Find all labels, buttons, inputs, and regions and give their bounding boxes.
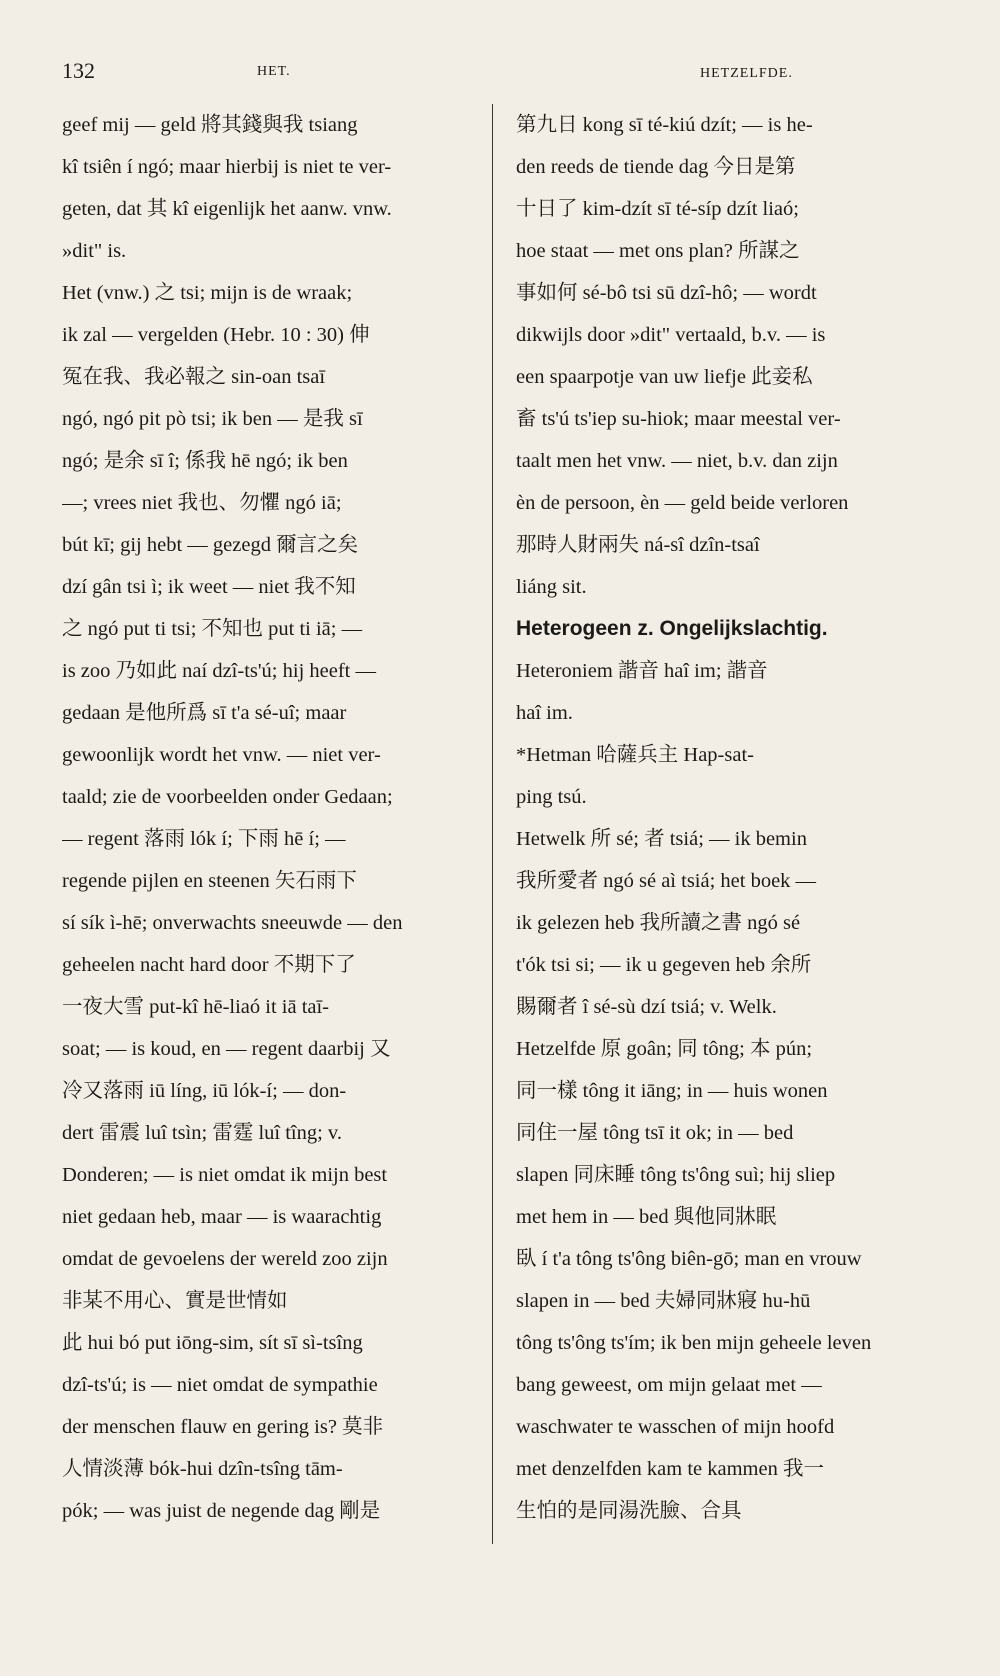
text-line: — regent 落雨 lók í; 下雨 hē í; —: [62, 828, 346, 850]
text-line: 一夜大雪 put-kî hē-liaó it iā taī-: [62, 996, 330, 1018]
left-column: [62, 104, 490, 1532]
text-line: 第九日 kong sī té-kiú dzít; — is he-: [516, 114, 813, 136]
text-line: Donderen; — is niet omdat ik mijn best: [62, 1164, 388, 1186]
text-line: hoe staat — met ons plan? 所謀之: [516, 240, 800, 262]
column-divider: [492, 104, 493, 1544]
entry-hetzelfde: Hetzelfde 原 goân; 同 tông; 本 pún;: [516, 1038, 813, 1060]
text-line: ping tsú.: [516, 786, 587, 808]
text-line: 冤在我、我必報之 sin-oan tsaī: [62, 366, 326, 388]
text-line: dzí gân tsi ì; ik weet — niet 我不知: [62, 576, 356, 598]
page-number: 132: [62, 58, 95, 83]
text-line: slapen in — bed 夫婦同牀寢 hu-hū: [516, 1290, 811, 1312]
text-line: gewoonlijk wordt het vnw. — niet ver-: [62, 744, 381, 766]
text-line: 同一樣 tông it iāng; in — huis wonen: [516, 1080, 828, 1102]
text-line: liáng sit.: [516, 576, 587, 598]
text-line: een spaarpotje van uw liefje 此妾私: [516, 366, 813, 388]
text-line: 臥 í t'a tông ts'ông biên-gō; man en vrouw: [516, 1248, 862, 1270]
text-line: waschwater te wasschen of mijn hoofd: [516, 1416, 835, 1438]
text-line: dert 雷震 luî tsìn; 雷霆 luî tîng; v.: [62, 1122, 342, 1144]
entry-hetwelk: Hetwelk 所 sé; 者 tsiá; — ik bemin: [516, 828, 807, 850]
text-line: met hem in — bed 與他同牀眠: [516, 1206, 777, 1228]
text-line: omdat de gevoelens der wereld zoo zijn: [62, 1248, 388, 1270]
text-line: geef mij — geld 將其錢與我 tsiang: [62, 114, 358, 136]
text-line: taalt men het vnw. — niet, b.v. dan zijn: [516, 450, 838, 472]
text-line: der menschen flauw en gering is? 莫非: [62, 1416, 384, 1438]
text-line: geten, dat 其 kî eigenlijk het aanw. vnw.: [62, 198, 392, 220]
text-line: 同住一屋 tông tsī it ok; in — bed: [516, 1122, 794, 1144]
text-line: 那時人財兩失 ná-sî dzîn-tsaî: [516, 534, 760, 556]
text-line: 畜 ts'ú ts'iep su-hiok; maar meestal ver-: [516, 408, 841, 430]
text-line: geheelen nacht hard door 不期下了: [62, 954, 356, 976]
text-line: ngó, ngó pit pò tsi; ik ben — 是我 sī: [62, 408, 363, 430]
text-line: 之 ngó put ti tsi; 不知也 put ti iā; —: [62, 618, 363, 640]
text-line: bút kī; gij hebt — gezegd 爾言之矣: [62, 534, 359, 556]
right-running-head: HETZELFDE.: [700, 66, 793, 81]
text-line: kî tsiên í ngó; maar hierbij is niet te ver-: [62, 156, 392, 178]
text-line: t'ók tsi si; — ik u gegeven heb 余所: [516, 954, 812, 976]
text-line: met denzelfden kam te kammen 我一: [516, 1458, 824, 1480]
page-header: [62, 58, 960, 88]
text-line: 十日了 kim-dzít sī té-síp dzít liaó;: [516, 198, 799, 220]
text-line: ngó; 是余 sī î; 係我 hē ngó; ik ben: [62, 450, 348, 472]
entry-heterogeen: Heterogeen z. Ongelijkslachtig.: [516, 617, 828, 640]
left-running-head: HET.: [257, 64, 291, 79]
text-line: dikwijls door »dit" vertaald, b.v. — is: [516, 324, 826, 346]
text-line: pók; — was juist de negende dag 剛是: [62, 1500, 381, 1522]
text-line: 人情淡薄 bók-hui dzîn-tsîng tām-: [62, 1458, 343, 1480]
text-line: 生怕的是同湯洗臉、合具: [516, 1500, 742, 1522]
right-column: [516, 104, 956, 1532]
text-line: 我所愛者 ngó sé aì tsiá; het boek —: [516, 870, 817, 892]
text-line: gedaan 是他所爲 sī t'a sé-uî; maar: [62, 702, 347, 724]
text-line: 賜爾者 î sé-sù dzí tsiá; v. Welk.: [516, 996, 777, 1018]
text-line: 非某不用心、實是世情如: [62, 1290, 288, 1312]
text-line: soat; — is koud, en — regent daarbij 又: [62, 1038, 391, 1060]
text-line: slapen 同床睡 tông ts'ông suì; hij sliep: [516, 1164, 836, 1186]
text-line: dzî-ts'ú; is — niet omdat de sympathie: [62, 1374, 378, 1396]
text-line: taald; zie de voorbeelden onder Gedaan;: [62, 786, 393, 808]
text-line: ik gelezen heb 我所讀之書 ngó sé: [516, 912, 801, 934]
text-line: 此 hui bó put iōng-sim, sít sī sì-tsîng: [62, 1332, 363, 1354]
text-line: is zoo 乃如此 naí dzî-ts'ú; hij heeft —: [62, 660, 376, 682]
text-line: ik zal — vergelden (Hebr. 10 : 30) 伸: [62, 324, 370, 346]
text-line: tông ts'ông ts'ím; ik ben mijn geheele leven: [516, 1332, 872, 1354]
text-line: haî im.: [516, 702, 573, 724]
text-line: niet gedaan heb, maar — is waarachtig: [62, 1206, 382, 1228]
text-line: èn de persoon, èn — geld beide verloren: [516, 492, 849, 514]
text-line: »dit" is.: [62, 240, 127, 262]
text-line: sí sík ì-hē; onverwachts sneeuwde — den: [62, 912, 403, 934]
entry-hetman: *Hetman 哈薩兵主 Hap-sat-: [516, 744, 754, 766]
entry-heteroniem: Heteroniem 諧音 haî im; 諧音: [516, 660, 768, 682]
text-line: Het (vnw.) 之 tsi; mijn is de wraak;: [62, 282, 353, 304]
text-line: 事如何 sé-bô tsi sū dzî-hô; — wordt: [516, 282, 817, 304]
text-line: 冷又落雨 iū líng, iū lók-í; — don-: [62, 1080, 347, 1102]
text-line: bang geweest, om mijn gelaat met —: [516, 1374, 822, 1396]
text-line: regende pijlen en steenen 矢石雨下: [62, 870, 357, 892]
text-line: —; vrees niet 我也、勿懼 ngó iā;: [62, 492, 342, 514]
text-line: den reeds de tiende dag 今日是第: [516, 156, 796, 178]
